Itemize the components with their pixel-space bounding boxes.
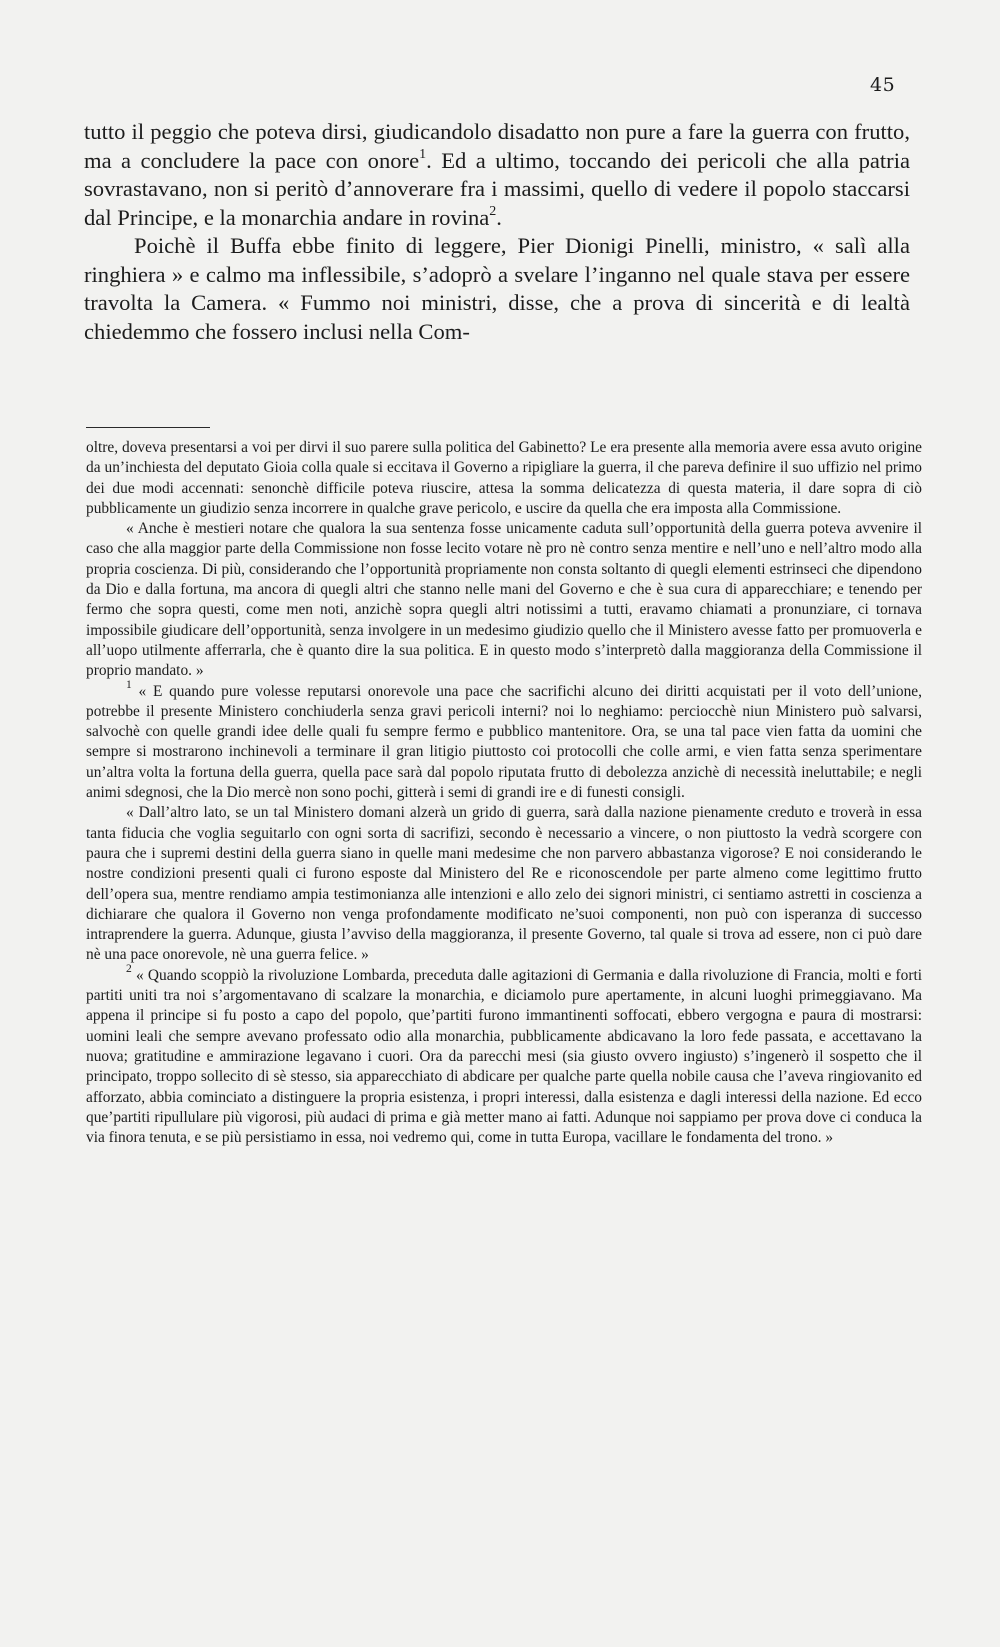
- footnote-1-text: « E quando pure volesse reputarsi onorevole una pace che sacrifichi alcuno dei diritti acquistati per il voto dell’unione, potrebbe il presente Ministero conchiuderla senza gravi pericoli interni? noi lo neghiamo: perciocchè niun Ministero può salvarsi, salvochè con quelle grandi idee delle quali fu sempre fermo e pubblico mantenitore. Ora, se una tal pace vien fatta da uomini che sempre si mostrarono inchinevoli a terminare il gran litigio piuttosto coi protocolli che colle armi, e vien fatta senza sperimentare un’altra volta la fortuna della guerra, quella pace sarà dal popolo riputata frutto di debolezza anzichè di necessità ineluttabile; e negli animi sdegnosi, che la Dio mercè non sono pochi, gitterà i semi di grandi ire e di funesti consigli.: [86, 682, 922, 802]
- footnote-ref-2: 2: [489, 203, 497, 219]
- main-paragraph-1-part-2: . Ed a ultimo, toccando dei pericoli che alla patria sovrastavano, non si peritò d’annoverare fra i massimi, quello di vedere il popolo staccarsi dal Principe, e la monarchia andare in rovina: [84, 147, 911, 230]
- main-paragraph-2: Poichè il Buffa ebbe finito di leggere, Pier Dionigi Pinelli, ministro, « salì alla ringhiera » e calmo ma inflessibile, s’adoprò a svelare l’inganno nel quale stava per essere travolta la Camera. « Fummo noi ministri, disse, che a prova di sincerità e di lealtà chiedemmo che fossero inclusi nella Com-: [84, 233, 910, 344]
- main-paragraph-1: [84, 118, 910, 232]
- main-paragraph-1-part-1: tutto il peggio che poteva dirsi, giudicandolo disadatto non pure a fare la guerra con frutto, ma a concludere la pace con onore: [84, 119, 910, 173]
- footnotes: [86, 438, 922, 1148]
- main-paragraph-1-part-3: .: [496, 204, 502, 230]
- footnote-2: [86, 963, 922, 1149]
- footnote-2-text: « Quando scoppiò la rivoluzione Lombarda, preceduta dalle agitazioni di Germania e dalla rivoluzione di Francia, molti e forti partiti uniti tra noi s’argomentavano di scalzare la monarchia, e diciamolo pure apertamente, in alcuni luoghi primeggiavano. Ma appena il principe si fu posto a capo del popolo, que’partiti furono immantinenti soffocati, ebbero vergogna e paura di mostrarsi: uomini leali che sempre avevano professato odio alla monarchia, pubblicamente abdicavano la loro fede passata, e accettavano la nuova; gratitudine e ammirazione legavano i cuori. Ora da parecchi mesi (sia giusto ovvero ingiusto) s’ingenerò il sospetto che il principato, troppo sollecito di sè stesso, sia apparecchiato di abdicare per qualche parte quella nobile causa che l’aveva ringiovanito ed afforzato, abbia cominciato a distinguere la propria esistenza, i propri interessi, dalla esistenza e dagli interessi della nazione. Ed ecco que’partiti ripullulare più vigorosi, più audaci di prima e già metter mano ai fatti. Adunque noi sappiamo per prova dove ci conduca la via finora tenuta, e se più persistiamo in essa, noi vedremo qui, come in tutta Europa, vacillare le fondamenta del trono. »: [86, 966, 922, 1147]
- footnote-2-marker: 2: [126, 963, 132, 976]
- page-number: 45: [870, 74, 896, 96]
- footnote-1-continuation: « Dall’altro lato, se un tal Ministero domani alzerà un grido di guerra, sarà dalla nazione pienamente creduto e troverà in essa tanta fiducia che voglia seguitarlo con ogni sorta di sacrifizi, secondo è necessario a vincere, o non piuttosto la vedrà scorgere con paura che i supremi destini della guerra siano in quelle mani medesime che non parvero abbastanza vigorose? E noi considerando le nostre condizioni presenti quali ci furono esposte dal Ministero del Re e riconoscendole per parte almeno come legittimo frutto dell’opera sua, mentre rendiamo ampia testimonianza alle intenzioni e allo zelo dei signori ministri, ci sentiamo astretti in coscienza a dichiarare che qualora il Governo non venga profondamente modificato ne’suoi componenti, non può con isperanza di successo intraprendere la guerra. Adunque, giusta l’avviso della maggioranza, il presente Governo, tal quale si trova ad essere, non ci può dare nè una pace onorevole, nè una guerra felice. »: [86, 804, 922, 964]
- footnote-divider: [86, 427, 210, 428]
- footnote-1-marker: 1: [126, 679, 132, 692]
- footnote-continuation-1: oltre, doveva presentarsi a voi per dirvi il suo parere sulla politica del Gabinetto? Le era presente alla memoria avere essa avuto origine da un’inchiesta del deputato Gioia colla quale si eccitava il Governo a ripigliare la guerra, il che pareva definire il suo uffizio nel primo dei due modi accennati: senonchè difficile poteva riuscire, attesa la somma delicatezza di questa materia, il dare sopra di ciò pubblicamente un giudizio senza incorrere in qualche grave pericolo, e uscire da quella che era imposta alla Commissione.: [86, 439, 922, 517]
- main-text: [84, 118, 910, 346]
- footnote-continuation-2: « Anche è mestieri notare che qualora la sua sentenza fosse unicamente caduta sull’opportunità della guerra poteva avvenire il caso che alla maggior parte della Commissione non fosse lecito votare nè pro nè contro senza mentire e nell’uno e nell’altro modo alla propria coscienza. Di più, considerando che l’opportunità propriamente non consta soltanto di quegli elementi estrinseci che dipendono da Dio e dalla fortuna, ma ancora di quegli altri che stanno nelle mani del Governo e che è sua cura di apparecchiare; e tenendo per fermo che sopra questi, come men noti, anzichè sopra quegli altri notissimi a tutti, eravamo chiamati a pronunziare, ci tornava impossibile giudicare dell’opportunità, senza involgere in un medesimo giudizio quello che il Ministero avesse fatto per promuoverla e all’uopo utilmente afferrarla, che è quanto dire la sua politica. E in questo modo s’interpretò dalla maggioranza della Commissione il proprio mandato. »: [86, 520, 922, 680]
- footnote-ref-1: 1: [419, 146, 427, 162]
- footnote-1: [86, 679, 922, 804]
